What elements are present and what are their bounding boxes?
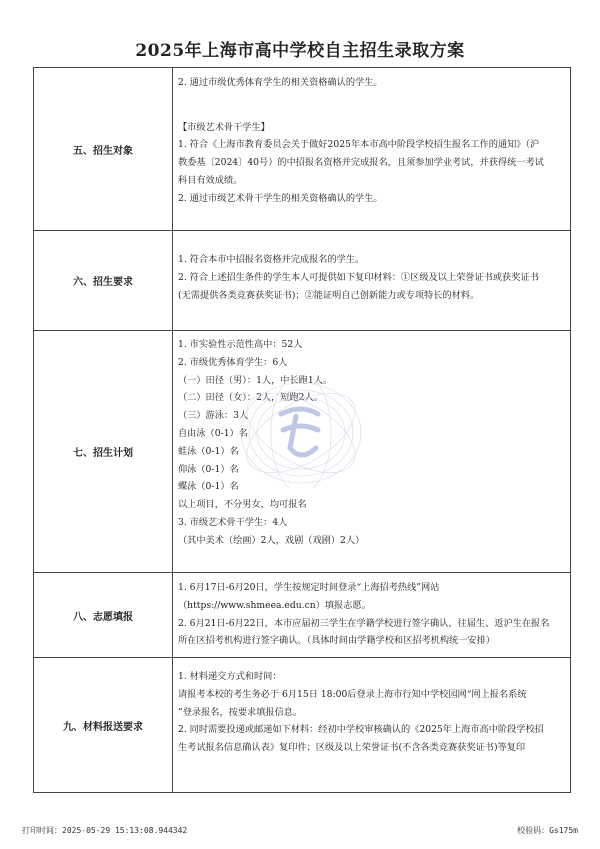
content-line: 以上项目，不分男女，均可报名 xyxy=(178,499,307,511)
print-time: 打印时间：2025-05-29 15:13:08.944342 xyxy=(22,826,188,835)
content-line: 2. 同时需要投递或邮递如下材料：经初中学校审核确认的《2025年上海市高中阶段学校招 xyxy=(178,724,544,736)
content-line: 蝶泳（0-1）名 xyxy=(178,481,239,493)
section-label: 五、招生对象 xyxy=(34,68,173,231)
section-row-materials xyxy=(34,658,571,793)
content-line: 2. 市级优秀体育学生：6人 xyxy=(178,356,288,368)
section-content xyxy=(173,658,571,793)
content-line: 2. 通过市级优秀体育学生的相关资格确认的学生。 xyxy=(178,77,383,88)
content-line: ”登录报名，按要求填报信息。 xyxy=(178,706,303,718)
content-line: 所在区招考机构进行签字确认。（具体时间由学籍学校和区招考机构统一安排） xyxy=(178,635,495,647)
section-label: 九、材料报送要求 xyxy=(34,658,173,793)
content-line: （https://www.shmeea.edu.cn）填报志愿。 xyxy=(178,599,371,611)
check-code: 校验码：Gs175m xyxy=(517,826,578,835)
content-line: 仰泳（0-1）名 xyxy=(178,463,239,475)
section-label: 八、志愿填报 xyxy=(34,573,173,658)
content-line: 科目有效成绩。 xyxy=(178,174,243,186)
section-content xyxy=(173,231,571,331)
content-line: （其中美术（绘画）2人，戏剧（戏剧）2人） xyxy=(178,534,365,546)
content-line: (无需提供各类竞赛获奖证书)；②能证明自己创新能力或专项特长的材料。 xyxy=(178,289,480,301)
section-label: 六、招生要求 xyxy=(34,231,173,331)
page-title: 2025年上海市高中学校自主招生录取方案 xyxy=(135,41,465,61)
content-line: 2. 通过市级艺术骨干学生的相关资格确认的学生。 xyxy=(178,192,383,204)
section-content xyxy=(173,573,571,658)
section-label: 七、招生计划 xyxy=(34,331,173,573)
content-line: 自由泳（0-1）名 xyxy=(178,427,248,439)
content-line: 蛙泳（0-1）名 xyxy=(178,445,239,457)
section-row-requirements xyxy=(34,231,571,331)
content-line: 【市级艺术骨干学生】 xyxy=(178,121,270,133)
content-line: 2. 符合上述招生条件的学生本人可提供如下复印材料：①区级及以上荣誉证书或获奖证书 xyxy=(178,271,539,283)
content-line: （二）田径（女）：2人，短跑2人。 xyxy=(178,392,323,404)
section-row-plan xyxy=(34,331,571,573)
section-row-application xyxy=(34,573,571,658)
content-line: 教委基〔2024〕40号）的中招报名资格并完成报名，且须参加学业考试，并获得统一考试 xyxy=(178,157,544,169)
content-line: 1. 符合《上海市教育委员会关于做好2025年本市高中阶段学校招生报名工作的通知》（沪 xyxy=(178,139,540,151)
content-line: 2. 6月21日-6月22日，本市应届初三学生在学籍学校进行签字确认，往届生、返沪生在报名 xyxy=(178,617,550,629)
section-content xyxy=(173,331,571,573)
admission-plan-table xyxy=(33,67,571,793)
section-row-target xyxy=(34,68,571,231)
content-line: 1. 市实验性示范性高中：52人 xyxy=(178,339,303,350)
content-line: 1. 符合本市中招报名资格并完成报名的学生。 xyxy=(178,254,365,265)
content-line: 生考试报名信息确认表》复印件；区级及以上荣誉证书(不含各类竞赛获奖证书)等复印 xyxy=(178,742,526,754)
content-line: 请报考本校的考生务必于 6月15日 18:00后登录上海市行知中学校园网“网上报名系统 xyxy=(178,688,527,700)
content-line: 1. 6月17日-6月20日，学生按规定时间登录“上海招考热线”网站 xyxy=(178,582,440,593)
content-line: （三）游泳：3人 xyxy=(178,410,249,422)
section-content xyxy=(173,68,571,231)
content-line: （一）田径（男）：1人，中长跑1人。 xyxy=(178,374,333,386)
content-line: 3. 市级艺术骨干学生：4人 xyxy=(178,516,288,528)
content-line: 1. 材料递交方式和时间： xyxy=(178,671,282,682)
